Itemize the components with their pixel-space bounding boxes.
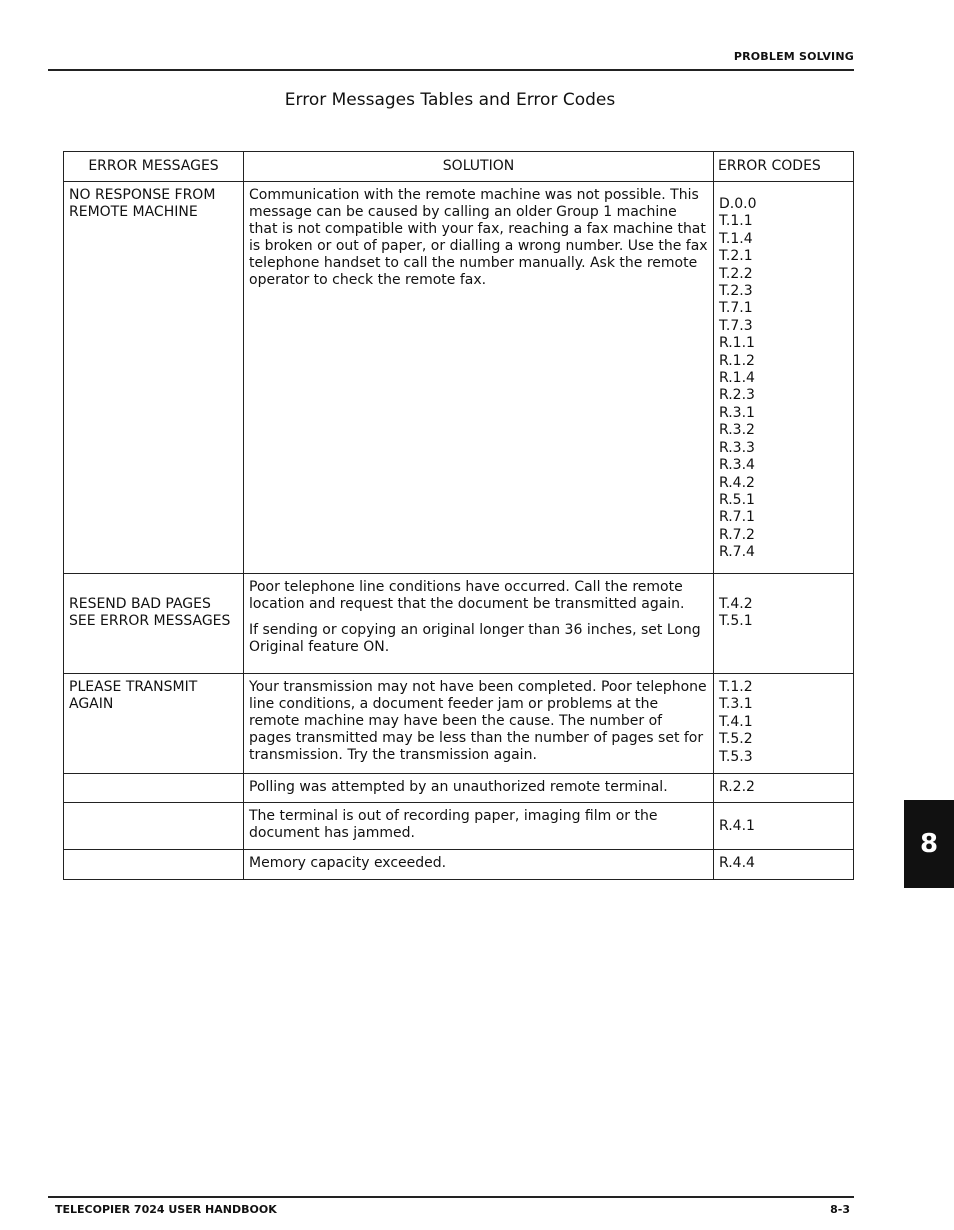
solution-text: Poor telephone line conditions have occurred. Call the remote location and request that the document be transmitted again. [249,579,685,612]
error-code: T.7.1 [719,300,753,317]
error-code: R.1.2 [719,352,755,369]
error-codes-cell [714,182,854,574]
header-rule [48,69,854,71]
error-message-cell [64,182,244,574]
chapter-tab: 8 [904,800,954,888]
running-header: PROBLEM SOLVING [733,50,854,63]
solution-text: Your transmission may not have been completed. Poor telephone line conditions, a document feeder jam or problems at the remote machine may have been the cause. The number of pages transmitted may be less than the number of pages set for transmission. Try the transmission again. [249,679,707,763]
error-code: R.2.2 [719,779,755,795]
error-code: R.7.1 [719,509,755,526]
error-message-line: NO RESPONSE FROM [69,187,216,203]
error-code: T.1.4 [719,230,753,247]
error-message-line: SEE ERROR MESSAGES [69,613,231,629]
solution-cell [244,674,714,774]
error-codes-cell [714,850,854,880]
error-codes-cell [714,803,854,850]
solution-cell [244,774,714,803]
error-code: R.7.4 [719,544,755,561]
solution-cell [244,182,714,574]
table-header-row [64,152,854,182]
error-code: T.5.3 [719,748,753,765]
error-messages-table [63,151,854,880]
error-message-cell [64,850,244,880]
header-error-codes: ERROR CODES [714,152,854,182]
error-code: R.5.1 [719,491,755,508]
error-code: D.0.0 [719,196,757,212]
error-code: T.4.1 [719,713,753,730]
error-code: R.3.1 [719,404,755,421]
solution-text: The terminal is out of recording paper, imaging film or the document has jammed. [249,808,658,841]
error-code: T.1.2 [719,679,753,695]
table-row [64,182,854,574]
footer-rule [48,1196,854,1198]
error-code: R.1.4 [719,370,755,387]
error-message-line: PLEASE TRANSMIT [69,679,198,695]
footer-title: TELECOPIER 7024 USER HANDBOOK [55,1203,277,1216]
error-code: T.2.3 [719,283,753,300]
table-row [64,674,854,774]
error-code: R.4.2 [719,474,755,491]
error-message-cell [64,803,244,850]
error-code: R.2.3 [719,387,755,404]
error-code: T.5.1 [719,613,753,630]
error-code: R.3.3 [719,439,755,456]
error-code: T.2.2 [719,265,753,282]
page-title: Error Messages Tables and Error Codes [284,90,616,110]
error-message-cell [64,774,244,803]
solution-text: Communication with the remote machine was not possible. This message can be caused by calling an older Group 1 machine that is not compatible with your fax, reaching a fax machine that is broken or out of paper, or dialling a wrong number. Use the fax telephone handset to call the number manually. Ask the remote operator to check the remote fax. [249,187,708,288]
table-row [64,574,854,674]
header-error-messages: ERROR MESSAGES [64,152,244,182]
error-message-line: RESEND BAD PAGES [69,596,211,612]
error-codes-cell [714,574,854,674]
table-body [64,182,854,880]
error-message-line: REMOTE MACHINE [69,204,198,220]
page-number: 8-3 [830,1203,850,1216]
solution-cell [244,803,714,850]
error-code: R.4.1 [719,817,755,834]
error-message-cell [64,574,244,674]
header-solution: SOLUTION [244,152,714,182]
error-message-line: AGAIN [69,696,114,712]
error-message-cell [64,674,244,774]
error-code: T.2.1 [719,248,753,265]
error-code: T.7.3 [719,317,753,334]
error-code: R.3.2 [719,422,755,439]
error-code: R.7.2 [719,526,755,543]
error-code: R.3.4 [719,457,755,474]
solution-text: If sending or copying an original longer than 36 inches, set Long Original feature ON. [249,622,701,655]
solution-text: Memory capacity exceeded. [249,855,447,871]
error-code: T.5.2 [719,731,753,748]
table-row [64,850,854,880]
table-row [64,803,854,850]
solution-cell [244,574,714,674]
error-codes-cell [714,774,854,803]
error-code: T.4.2 [719,596,753,612]
solution-cell [244,850,714,880]
error-codes-cell [714,674,854,774]
error-code: R.4.4 [719,855,755,871]
error-code: R.1.1 [719,335,755,352]
table-row [64,774,854,803]
solution-text: Polling was attempted by an unauthorized remote terminal. [249,779,668,795]
error-code: T.3.1 [719,696,753,713]
error-code: T.1.1 [719,213,753,230]
